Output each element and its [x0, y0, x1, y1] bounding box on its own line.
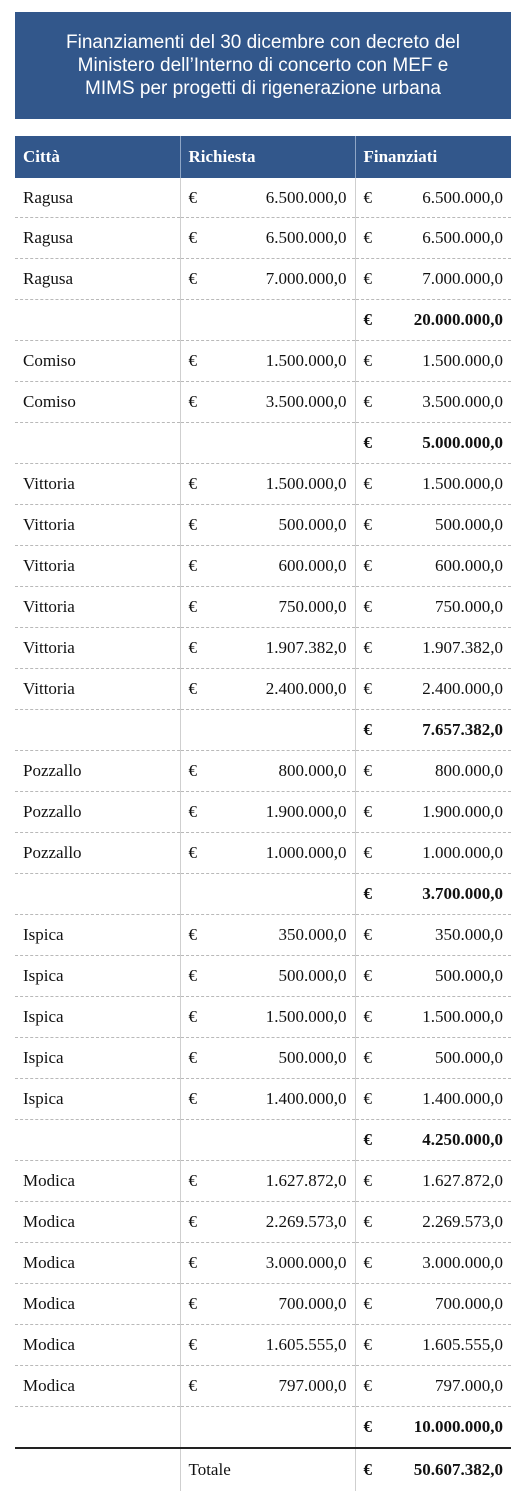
title-line-1: Finanziamenti del 30 dicembre con decreto del	[66, 32, 460, 53]
finanziati-cell-value: 797.000,0	[435, 1376, 503, 1395]
currency-symbol: €	[363, 187, 372, 207]
finanziati-cell-value: 1.000.000,0	[422, 843, 503, 862]
richiesta-cell-value: 1.500.000,0	[265, 351, 347, 370]
subtotal-row	[15, 423, 511, 464]
currency-symbol: €	[363, 1253, 372, 1272]
finanziati-cell-value: 2.400.000,0	[422, 679, 503, 698]
richiesta-cell-value: 1.000.000,0	[265, 843, 347, 862]
richiesta-cell	[180, 792, 355, 833]
currency-symbol: €	[363, 638, 372, 657]
currency-symbol: €	[363, 966, 372, 985]
richiesta-cell-value: 6.500.000,0	[265, 187, 347, 207]
subtotal-cell	[355, 1407, 511, 1449]
richiesta-cell-value: 3.000.000,0	[265, 1253, 347, 1272]
currency-symbol: €	[363, 310, 372, 329]
currency-symbol: €	[363, 720, 372, 739]
table-row	[15, 505, 511, 546]
subtotal-cell	[355, 300, 511, 341]
finanziati-cell-value: 1.500.000,0	[422, 1007, 503, 1026]
richiesta-cell	[180, 259, 355, 300]
currency-symbol: €	[363, 515, 372, 534]
city-cell: Modica	[15, 1243, 180, 1284]
richiesta-cell-value: 750.000,0	[278, 597, 347, 616]
city-cell: Modica	[15, 1161, 180, 1202]
richiesta-cell-value: 1.907.382,0	[265, 638, 347, 657]
header-finanziati: Finanziati	[355, 136, 511, 178]
richiesta-cell-value: 1.500.000,0	[265, 474, 347, 493]
finanziati-cell	[355, 1038, 511, 1079]
finanziati-cell	[355, 587, 511, 628]
richiesta-cell-value: 500.000,0	[278, 515, 347, 534]
richiesta-cell-value: 700.000,0	[278, 1294, 347, 1313]
empty-cell	[180, 874, 355, 915]
finanziati-cell-value: 1.900.000,0	[422, 802, 503, 821]
currency-symbol: €	[188, 1007, 197, 1026]
currency-symbol: €	[363, 802, 372, 821]
currency-symbol: €	[188, 925, 197, 944]
richiesta-cell-value: 600.000,0	[278, 556, 347, 575]
city-cell: Pozzallo	[15, 792, 180, 833]
currency-symbol: €	[363, 843, 372, 862]
table-row	[15, 464, 511, 505]
currency-symbol: €	[363, 597, 372, 616]
currency-symbol: €	[363, 1212, 372, 1231]
currency-symbol: €	[363, 1171, 372, 1190]
finanziati-cell-value: 3.500.000,0	[422, 392, 503, 411]
finanziati-cell-value: 1.400.000,0	[422, 1089, 503, 1108]
empty-cell	[180, 1120, 355, 1161]
city-cell: Vittoria	[15, 628, 180, 669]
richiesta-cell-value: 6.500.000,0	[265, 228, 347, 247]
currency-symbol: €	[188, 556, 197, 575]
currency-symbol: €	[363, 269, 372, 288]
table-row	[15, 259, 511, 300]
currency-symbol: €	[188, 1376, 197, 1395]
richiesta-cell-value: 2.269.573,0	[265, 1212, 347, 1231]
finanziati-cell-value: 3.000.000,0	[422, 1253, 503, 1272]
subtotal-row	[15, 1407, 511, 1449]
finanziati-cell-value: 6.500.000,0	[422, 187, 503, 207]
finanziati-cell	[355, 259, 511, 300]
empty-cell	[15, 423, 180, 464]
funding-table	[15, 136, 511, 1491]
richiesta-cell	[180, 628, 355, 669]
currency-symbol: €	[363, 351, 372, 370]
currency-symbol: €	[363, 1376, 372, 1395]
currency-symbol: €	[188, 679, 197, 698]
currency-symbol: €	[188, 228, 197, 247]
subtotal-cell	[355, 710, 511, 751]
finanziati-cell	[355, 218, 511, 259]
city-cell: Vittoria	[15, 587, 180, 628]
subtotal-cell	[355, 1120, 511, 1161]
subtotal-cell-value: 20.000.000,0	[413, 310, 503, 329]
empty-cell	[15, 1407, 180, 1449]
subtotal-cell-value: 10.000.000,0	[413, 1417, 503, 1436]
finanziati-cell	[355, 464, 511, 505]
city-cell: Ispica	[15, 915, 180, 956]
richiesta-cell	[180, 669, 355, 710]
table-header	[15, 136, 511, 178]
city-cell: Modica	[15, 1366, 180, 1407]
richiesta-cell	[180, 1366, 355, 1407]
richiesta-cell	[180, 1202, 355, 1243]
richiesta-cell	[180, 178, 355, 218]
header-richiesta: Richiesta	[180, 136, 355, 178]
currency-symbol: €	[363, 1007, 372, 1026]
finanziati-cell	[355, 997, 511, 1038]
table-row	[15, 1079, 511, 1120]
richiesta-cell-value: 800.000,0	[278, 761, 347, 780]
table-row	[15, 1202, 511, 1243]
currency-symbol: €	[188, 269, 197, 288]
finanziati-cell-value: 6.500.000,0	[422, 228, 503, 247]
currency-symbol: €	[363, 556, 372, 575]
richiesta-cell	[180, 1243, 355, 1284]
richiesta-cell	[180, 956, 355, 997]
total-label: Totale	[180, 1448, 355, 1491]
empty-cell	[180, 423, 355, 464]
richiesta-cell	[180, 997, 355, 1038]
empty-cell	[180, 1407, 355, 1449]
table-row	[15, 1366, 511, 1407]
city-cell: Vittoria	[15, 464, 180, 505]
subtotal-row	[15, 874, 511, 915]
city-cell: Ispica	[15, 1038, 180, 1079]
subtotal-row	[15, 300, 511, 341]
empty-cell	[15, 1448, 180, 1491]
finanziati-cell	[355, 915, 511, 956]
currency-symbol: €	[188, 392, 197, 411]
currency-symbol: €	[363, 228, 372, 247]
total-cell	[355, 1448, 511, 1491]
richiesta-cell-value: 500.000,0	[278, 966, 347, 985]
finanziati-cell	[355, 546, 511, 587]
empty-cell	[15, 874, 180, 915]
finanziati-cell	[355, 833, 511, 874]
currency-symbol: €	[363, 1294, 372, 1313]
finanziati-cell-value: 1.500.000,0	[422, 351, 503, 370]
currency-symbol: €	[363, 925, 372, 944]
table-row	[15, 956, 511, 997]
currency-symbol: €	[363, 1048, 372, 1067]
city-cell: Vittoria	[15, 505, 180, 546]
subtotal-cell-value: 4.250.000,0	[422, 1130, 503, 1149]
currency-symbol: €	[188, 843, 197, 862]
city-cell: Pozzallo	[15, 833, 180, 874]
city-cell: Comiso	[15, 382, 180, 423]
richiesta-cell	[180, 833, 355, 874]
currency-symbol: €	[188, 597, 197, 616]
richiesta-cell-value: 797.000,0	[278, 1376, 347, 1395]
subtotal-row	[15, 1120, 511, 1161]
city-cell: Vittoria	[15, 546, 180, 587]
richiesta-cell	[180, 1325, 355, 1366]
finanziati-cell	[355, 1243, 511, 1284]
currency-symbol: €	[188, 802, 197, 821]
richiesta-cell-value: 2.400.000,0	[265, 679, 347, 698]
city-cell: Modica	[15, 1325, 180, 1366]
city-cell: Comiso	[15, 341, 180, 382]
currency-symbol: €	[188, 966, 197, 985]
finanziati-cell	[355, 1366, 511, 1407]
finanziati-cell-value: 600.000,0	[435, 556, 503, 575]
title-line-2: Ministero dell’Interno di concerto con MEF e	[77, 55, 449, 76]
finanziati-cell-value: 500.000,0	[435, 515, 503, 534]
richiesta-cell-value: 1.500.000,0	[265, 1007, 347, 1026]
title-line-3: MIMS per progetti di rigenerazione urbana	[85, 78, 441, 99]
empty-cell	[180, 300, 355, 341]
currency-symbol: €	[363, 474, 372, 493]
richiesta-cell-value: 3.500.000,0	[265, 392, 347, 411]
finanziati-cell	[355, 792, 511, 833]
currency-symbol: €	[363, 392, 372, 411]
subtotal-row	[15, 710, 511, 751]
finanziati-cell	[355, 669, 511, 710]
city-cell: Ispica	[15, 997, 180, 1038]
richiesta-cell	[180, 464, 355, 505]
city-cell: Modica	[15, 1284, 180, 1325]
richiesta-cell	[180, 587, 355, 628]
currency-symbol: €	[188, 1253, 197, 1272]
currency-symbol: €	[188, 638, 197, 657]
subtotal-cell-value: 5.000.000,0	[422, 433, 503, 452]
table-row	[15, 341, 511, 382]
subtotal-cell-value: 3.700.000,0	[422, 884, 503, 903]
currency-symbol: €	[188, 1212, 197, 1231]
richiesta-cell	[180, 1161, 355, 1202]
finanziati-cell	[355, 751, 511, 792]
finanziati-cell	[355, 341, 511, 382]
currency-symbol: €	[188, 515, 197, 534]
table-row	[15, 792, 511, 833]
table-row	[15, 218, 511, 259]
richiesta-cell-value: 500.000,0	[278, 1048, 347, 1067]
richiesta-cell	[180, 751, 355, 792]
table-row	[15, 178, 511, 218]
richiesta-cell-value: 350.000,0	[278, 925, 347, 944]
currency-symbol: €	[363, 1460, 372, 1479]
table-row	[15, 1243, 511, 1284]
currency-symbol: €	[188, 1294, 197, 1313]
table-row	[15, 546, 511, 587]
finanziati-cell-value: 1.627.872,0	[422, 1171, 503, 1190]
empty-cell	[180, 710, 355, 751]
city-cell: Ispica	[15, 1079, 180, 1120]
city-cell: Ragusa	[15, 259, 180, 300]
finanziati-cell	[355, 1325, 511, 1366]
subtotal-cell	[355, 423, 511, 464]
subtotal-cell-value: 7.657.382,0	[422, 720, 503, 739]
header-citta: Città	[15, 136, 180, 178]
richiesta-cell	[180, 546, 355, 587]
richiesta-cell	[180, 382, 355, 423]
currency-symbol: €	[363, 1335, 372, 1354]
table-row	[15, 628, 511, 669]
finanziati-cell-value: 500.000,0	[435, 966, 503, 985]
currency-symbol: €	[188, 761, 197, 780]
finanziati-cell-value: 1.500.000,0	[422, 474, 503, 493]
city-cell: Ragusa	[15, 218, 180, 259]
finanziati-cell	[355, 1284, 511, 1325]
currency-symbol: €	[188, 1089, 197, 1108]
richiesta-cell-value: 7.000.000,0	[265, 269, 347, 288]
currency-symbol: €	[188, 474, 197, 493]
finanziati-cell-value: 800.000,0	[435, 761, 503, 780]
finanziati-cell	[355, 382, 511, 423]
city-cell: Modica	[15, 1202, 180, 1243]
table-row	[15, 751, 511, 792]
total-cell-value: 50.607.382,0	[413, 1460, 503, 1479]
richiesta-cell	[180, 218, 355, 259]
finanziati-cell	[355, 1161, 511, 1202]
currency-symbol: €	[363, 679, 372, 698]
city-cell: Pozzallo	[15, 751, 180, 792]
richiesta-cell-value: 1.900.000,0	[265, 802, 347, 821]
table-row	[15, 1284, 511, 1325]
finanziati-cell	[355, 178, 511, 218]
richiesta-cell	[180, 505, 355, 546]
finanziati-cell	[355, 628, 511, 669]
city-cell: Ragusa	[15, 178, 180, 218]
richiesta-cell	[180, 341, 355, 382]
finanziati-cell-value: 500.000,0	[435, 1048, 503, 1067]
currency-symbol: €	[188, 1335, 197, 1354]
table-row	[15, 915, 511, 956]
subtotal-cell	[355, 874, 511, 915]
currency-symbol: €	[363, 884, 372, 903]
currency-symbol: €	[363, 1417, 372, 1436]
table-row	[15, 1038, 511, 1079]
total-row	[15, 1448, 511, 1491]
empty-cell	[15, 300, 180, 341]
table-row	[15, 833, 511, 874]
table-row	[15, 587, 511, 628]
finanziati-cell	[355, 505, 511, 546]
table-row	[15, 1325, 511, 1366]
richiesta-cell	[180, 1038, 355, 1079]
finanziati-cell-value: 1.907.382,0	[422, 638, 503, 657]
richiesta-cell-value: 1.605.555,0	[265, 1335, 347, 1354]
currency-symbol: €	[363, 761, 372, 780]
richiesta-cell	[180, 1284, 355, 1325]
table-row	[15, 382, 511, 423]
richiesta-cell-value: 1.627.872,0	[265, 1171, 347, 1190]
finanziati-cell	[355, 1079, 511, 1120]
finanziati-cell-value: 700.000,0	[435, 1294, 503, 1313]
finanziati-cell-value: 2.269.573,0	[422, 1212, 503, 1231]
table-row	[15, 669, 511, 710]
currency-symbol: €	[188, 1171, 197, 1190]
empty-cell	[15, 710, 180, 751]
finanziati-cell-value: 1.605.555,0	[422, 1335, 503, 1354]
richiesta-cell	[180, 915, 355, 956]
table-row	[15, 997, 511, 1038]
currency-symbol: €	[188, 1048, 197, 1067]
table-row	[15, 1161, 511, 1202]
city-cell: Ispica	[15, 956, 180, 997]
currency-symbol: €	[363, 1130, 372, 1149]
table-title	[15, 12, 511, 119]
richiesta-cell	[180, 1079, 355, 1120]
finanziati-cell-value: 350.000,0	[435, 925, 503, 944]
finanziati-cell	[355, 1202, 511, 1243]
finanziati-cell-value: 7.000.000,0	[422, 269, 503, 288]
finanziati-cell	[355, 956, 511, 997]
currency-symbol: €	[363, 1089, 372, 1108]
table-body	[15, 178, 511, 1491]
city-cell: Vittoria	[15, 669, 180, 710]
finanziati-cell-value: 750.000,0	[435, 597, 503, 616]
currency-symbol: €	[363, 433, 372, 452]
empty-cell	[15, 1120, 180, 1161]
currency-symbol: €	[188, 187, 197, 207]
currency-symbol: €	[188, 351, 197, 370]
richiesta-cell-value: 1.400.000,0	[265, 1089, 347, 1108]
